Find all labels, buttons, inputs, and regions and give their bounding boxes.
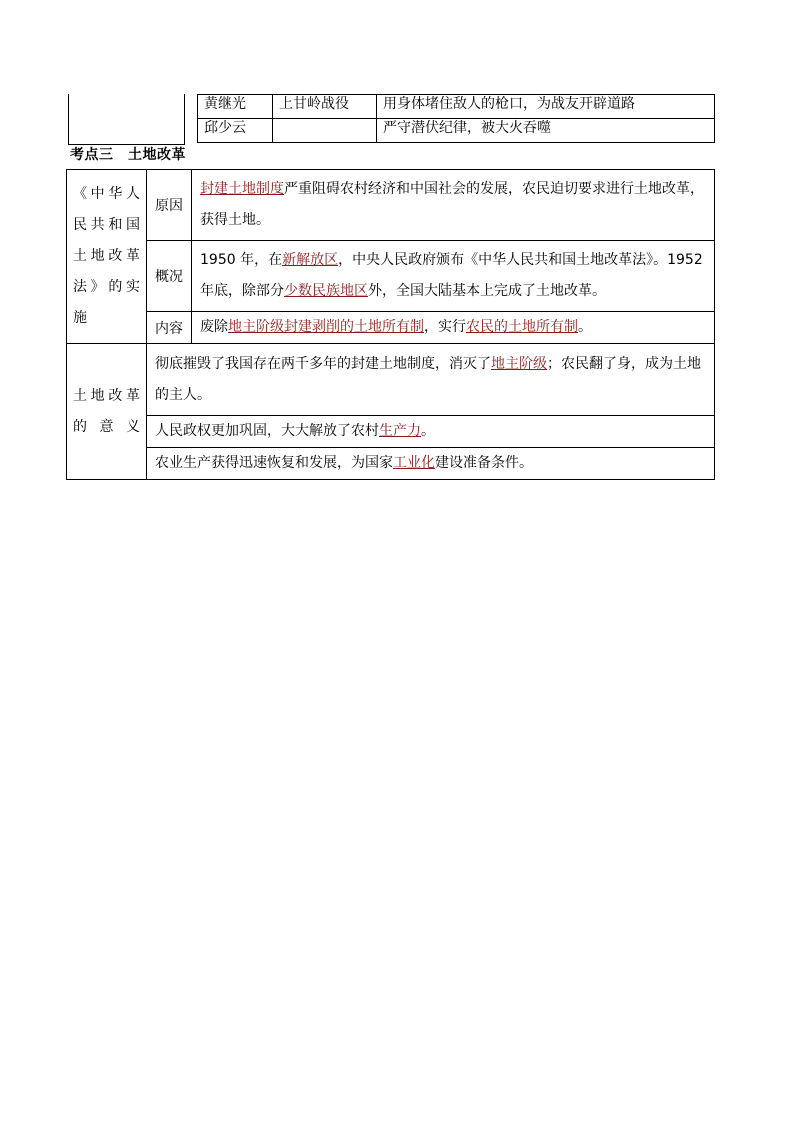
content-label: 内容 (147, 312, 192, 344)
heroes-table (197, 94, 715, 143)
overview-label: 概况 (147, 241, 192, 312)
hero-name: 邱少云 (198, 119, 273, 143)
reason-content: 封建土地制度严重阻碍农村经济和中国社会的发展，农民迫切要求进行土地改革，获得土地。 (192, 170, 715, 241)
key-term: 新解放区 (282, 252, 339, 268)
key-term: 地主阶级 (491, 355, 547, 372)
key-term: 工业化 (393, 455, 435, 471)
key-term: 农民的土地所有制 (466, 319, 578, 335)
top-merged-cell (68, 94, 185, 145)
overview-content: 1950 年，在新解放区，中央人民政府颁布《中华人民共和国土地改革法》。1952 年底，除部分少数民族地区外，全国大陆基本上完成了土地改革。 (192, 241, 715, 312)
key-term: 封建土地制度 (200, 181, 284, 197)
content-content: 废除地主阶级封建剥削的土地所有制，实行农民的土地所有制。 (192, 312, 715, 344)
key-term: 地主阶级封建剥削的土地所有制 (228, 319, 424, 335)
significance-item: 农业生产获得迅速恢复和发展，为国家工业化建设准备条件。 (147, 448, 715, 480)
section-heading: 考点三 土地改革 (70, 147, 186, 163)
key-term: 少数民族地区 (284, 283, 368, 299)
hero-deed: 严守潜伏纪律，被大火吞噬 (377, 119, 715, 143)
significance-item: 彻底摧毁了我国存在两千多年的封建土地制度，消灭了地主阶级；农民翻了身，成为土地的主人。 (147, 344, 715, 416)
table-row (67, 241, 715, 312)
table-row (67, 170, 715, 241)
land-reform-table (66, 169, 715, 480)
table-row (198, 95, 715, 119)
table-row (198, 119, 715, 143)
key-term: 生产力 (379, 423, 421, 439)
law-side-label: 《中华人民共和国土地改革法》的实施 (67, 170, 147, 344)
table-row (67, 416, 715, 448)
hero-event (273, 119, 377, 143)
reason-label: 原因 (147, 170, 192, 241)
significance-side-label: 土地改革的意义 (67, 344, 147, 480)
hero-event: 上甘岭战役 (273, 95, 377, 119)
hero-name: 黄继光 (198, 95, 273, 119)
table-row (67, 344, 715, 416)
table-row (67, 312, 715, 344)
hero-deed: 用身体堵住敌人的枪口，为战友开辟道路 (377, 95, 715, 119)
table-row (67, 448, 715, 480)
significance-item: 人民政权更加巩固，大大解放了农村生产力。 (147, 416, 715, 448)
